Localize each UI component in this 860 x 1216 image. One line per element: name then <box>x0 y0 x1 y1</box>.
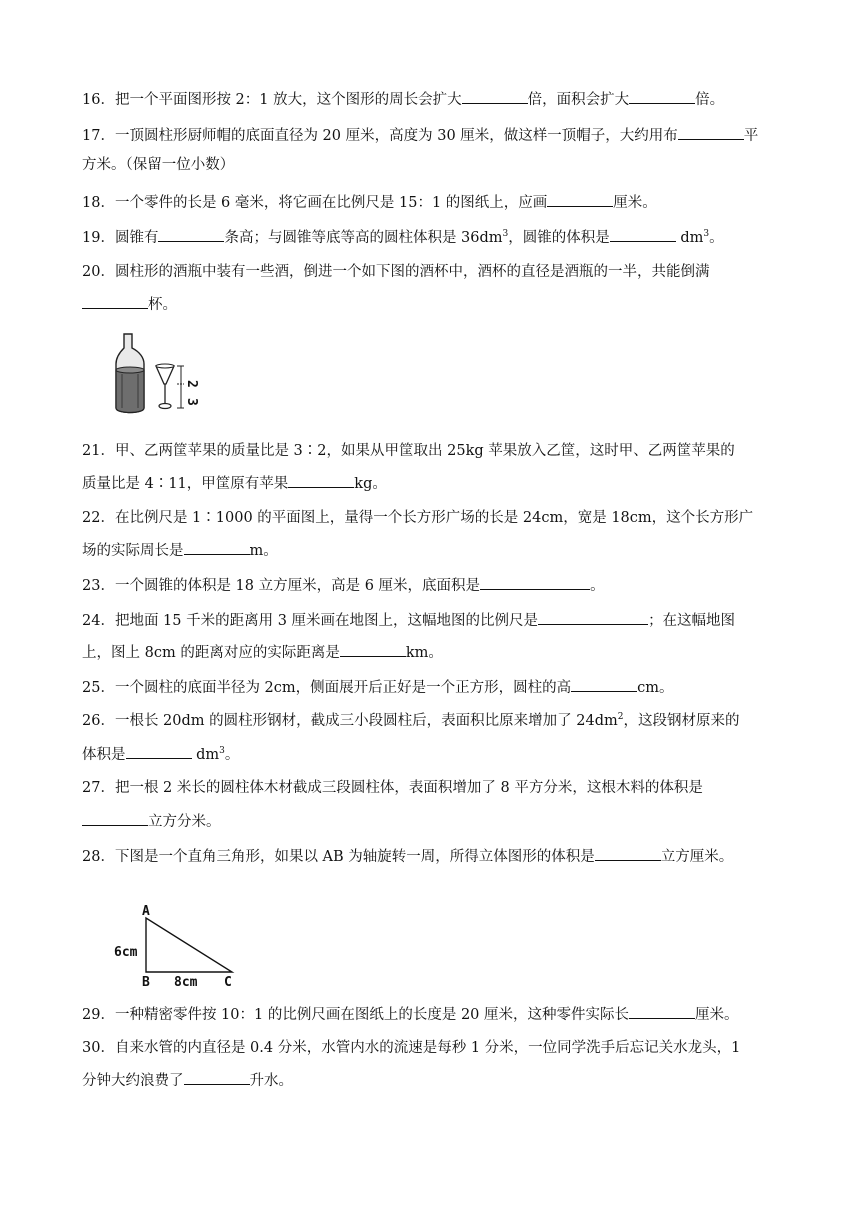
side-bc-label: 8cm <box>174 975 198 990</box>
question-20-cont: 杯。 <box>82 293 177 315</box>
question-23: 23．一个圆锥的体积是 18 立方厘米，高是 6 厘米，底面积是 。 <box>82 574 605 596</box>
dimension-lines <box>177 366 199 408</box>
question-24: 24．把地面 15 千米的距离用 3 厘米画在地图上，这幅地图的比例尺是 ；在这幅地图 <box>82 609 735 631</box>
question-22-cont: 场的实际周长是 m。 <box>82 539 278 561</box>
question-21-cont: 质量比是 4∶11，甲筐原有苹果 kg。 <box>82 472 387 494</box>
vertex-b-label: B <box>142 975 150 990</box>
answer-blank[interactable] <box>158 226 224 242</box>
answer-blank[interactable] <box>462 88 528 104</box>
answer-blank[interactable] <box>678 124 744 140</box>
question-17: 17．一顶圆柱形厨师帽的底面直径为 20 厘米，高度为 30 厘米，做这样一顶帽子，大约用布 平 <box>82 124 758 146</box>
question-19: 19．圆锥有 条高；与圆锥等底等高的圆柱体积是 $36dm^3$，圆锥的体积是 $dm^3$。 <box>82 226 724 248</box>
question-22: 22．在比例尺是 1∶1000 的平面图上，量得一个长方形广场的长是 24cm，宽是 18cm，这个长方形广 <box>82 510 754 526</box>
question-24-cont: 上，图上 8cm 的距离对应的实际距离是 km。 <box>82 641 443 663</box>
answer-blank[interactable] <box>629 1003 695 1019</box>
answer-blank[interactable] <box>538 609 648 625</box>
answer-blank[interactable] <box>629 88 695 104</box>
right-triangle-figure <box>112 904 242 990</box>
answer-blank[interactable] <box>571 676 637 692</box>
question-26-cont: 体积是 $dm^3$。 <box>82 743 239 765</box>
question-27: 27．把一根 2 米长的圆柱体木材截成三段圆柱体，表面积增加了 8 平方分米，这根木料的体积是 <box>82 780 703 796</box>
dim-label-2: 2 <box>184 380 199 388</box>
answer-blank[interactable] <box>480 574 590 590</box>
question-16: 16．把一个平面图形按 2：1 放大，这个图形的周长会扩大 倍，面积会扩大 倍。 <box>82 88 724 110</box>
question-28: 28．下图是一个直角三角形，如果以 AB 为轴旋转一周，所得立体图形的体积是 立方厘米。 <box>82 845 733 867</box>
dim-label-3: 3 <box>184 398 199 406</box>
question-26: 26．一根长 20dm 的圆柱形钢材，截成三小段圆柱后，表面积比原来增加了 $24dm^2$，这段钢材原来的 <box>82 712 740 729</box>
bottle-icon <box>116 334 144 413</box>
answer-blank[interactable] <box>595 845 661 861</box>
wine-glass-icon <box>156 364 174 409</box>
answer-blank[interactable] <box>184 1069 250 1085</box>
answer-blank[interactable] <box>340 641 406 657</box>
answer-blank[interactable] <box>126 743 192 759</box>
question-21: 21．甲、乙两筐苹果的质量比是 3∶2，如果从甲筐取出 25kg 苹果放入乙筐，这时甲、乙两筐苹果的 <box>82 443 735 459</box>
answer-blank[interactable] <box>288 472 354 488</box>
answer-blank[interactable] <box>610 226 676 242</box>
answer-blank[interactable] <box>82 810 148 826</box>
question-20: 20．圆柱形的酒瓶中装有一些酒，倒进一个如下图的酒杯中，酒杯的直径是酒瓶的一半，共能倒满 <box>82 264 710 280</box>
side-ab-label: 6cm <box>114 945 138 960</box>
question-30-cont: 分钟大约浪费了 升水。 <box>82 1069 293 1091</box>
question-27-cont: 立方分米。 <box>82 810 221 832</box>
question-18: 18．一个零件的长是 6 毫米，将它画在比例尺是 15：1 的图纸上，应画 厘米。 <box>82 191 657 213</box>
triangle-shape <box>146 918 232 972</box>
question-17-cont: 方米。（保留一位小数） <box>82 157 235 173</box>
vertex-a-label: A <box>142 904 150 919</box>
answer-blank[interactable] <box>82 293 148 309</box>
question-25: 25．一个圆柱的底面半径为 2cm，侧面展开后正好是一个正方形，圆柱的高 cm。 <box>82 676 674 698</box>
question-29: 29．一种精密零件按 10：1 的比例尺画在图纸上的长度是 20 厘米，这种零件实际长 厘米。 <box>82 1003 739 1025</box>
answer-blank[interactable] <box>547 191 613 207</box>
question-30: 30．自来水管的内直径是 0.4 分米，水管内水的流速是每秒 1 分米，一位同学洗手后忘记关水龙头，1 <box>82 1040 741 1056</box>
bottle-glass-figure <box>110 328 200 418</box>
vertex-c-label: C <box>224 975 232 990</box>
answer-blank[interactable] <box>184 539 250 555</box>
